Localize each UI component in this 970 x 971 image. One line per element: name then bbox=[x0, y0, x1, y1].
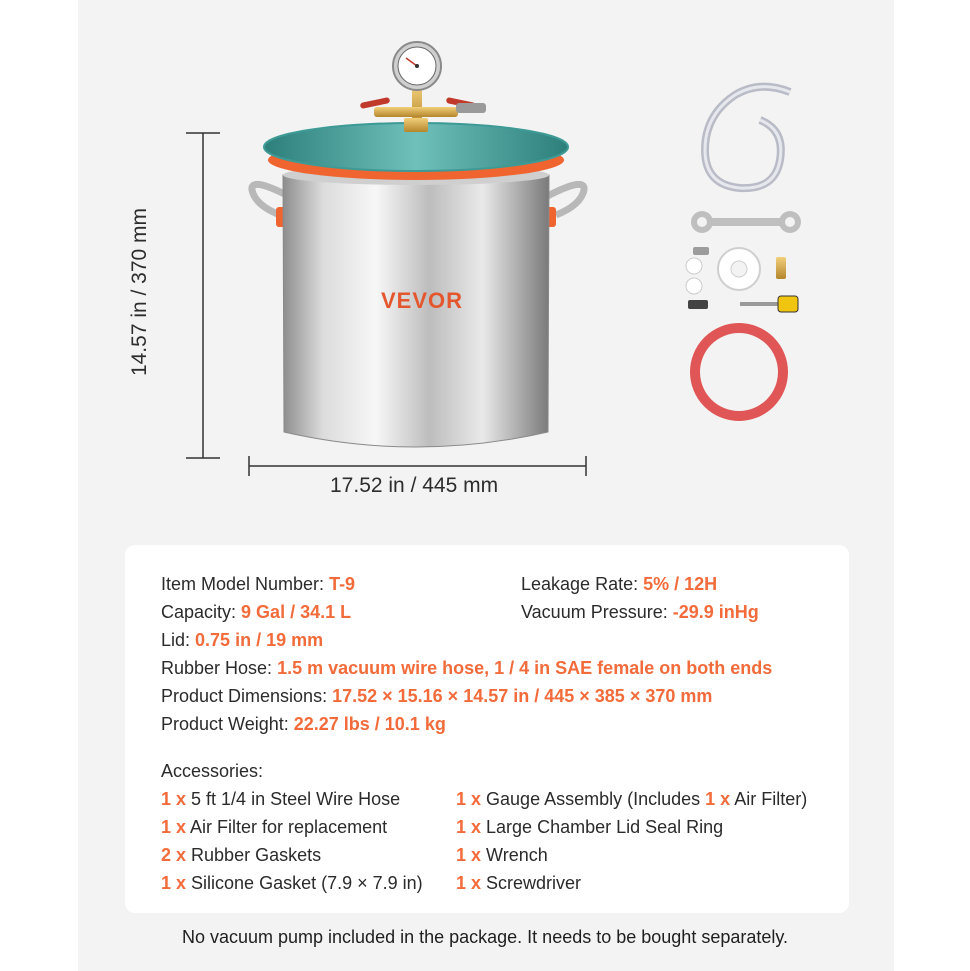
accessory-item: 1 x Large Chamber Lid Seal Ring bbox=[456, 817, 724, 837]
accessory-item: 1 x 5 ft 1/4 in Steel Wire Hose bbox=[161, 789, 401, 809]
spec-product-dimensions: Product Dimensions: 17.52 × 15.16 × 14.57 in / 445 × 385 × 370 mm bbox=[161, 686, 713, 706]
accessory-item: 1 x Wrench bbox=[456, 845, 548, 865]
accessory-item: 1 x Silicone Gasket (7.9 × 7.9 in) bbox=[161, 873, 423, 893]
width-dimension-label: 17.52 in / 445 mm bbox=[330, 474, 499, 497]
spec-model-number: Item Model Number: T-9 bbox=[161, 574, 356, 594]
seal-ring-illustration bbox=[695, 328, 783, 416]
accessory-item: 1 x Air Filter for replacement bbox=[161, 817, 388, 837]
accessory-item: 1 x Gauge Assembly (Includes 1 x Air Filter) bbox=[456, 789, 808, 809]
footer-note: No vacuum pump included in the package. It needs to be bought separately. bbox=[181, 927, 789, 947]
spec-rubber-hose: Rubber Hose: 1.5 m vacuum wire hose, 1 / 4 in SAE female on both ends bbox=[161, 658, 773, 678]
height-dimension-line bbox=[186, 133, 220, 458]
height-dimension-label: 14.57 in / 370 mm bbox=[128, 207, 152, 377]
spec-leakage-rate: Leakage Rate: 5% / 12H bbox=[521, 574, 718, 594]
spec-vacuum-pressure: Vacuum Pressure: -29.9 inHg bbox=[521, 602, 759, 622]
wrench-illustration bbox=[691, 211, 801, 233]
spec-product-weight: Product Weight: 22.27 lbs / 10.1 kg bbox=[161, 714, 446, 734]
spec-lid: Lid: 0.75 in / 19 mm bbox=[161, 630, 324, 650]
gauge-assembly bbox=[360, 42, 486, 132]
small-parts-illustration bbox=[686, 247, 798, 312]
spec-capacity: Capacity: 9 Gal / 34.1 L bbox=[161, 602, 352, 622]
brand-logo: VEVOR bbox=[380, 288, 464, 313]
width-dimension-line bbox=[249, 456, 586, 476]
accessory-item: 2 x Rubber Gaskets bbox=[161, 845, 322, 865]
accessories-heading: Accessories: bbox=[161, 761, 264, 781]
accessory-item: 1 x Screwdriver bbox=[456, 873, 582, 893]
hose-illustration bbox=[705, 87, 790, 188]
